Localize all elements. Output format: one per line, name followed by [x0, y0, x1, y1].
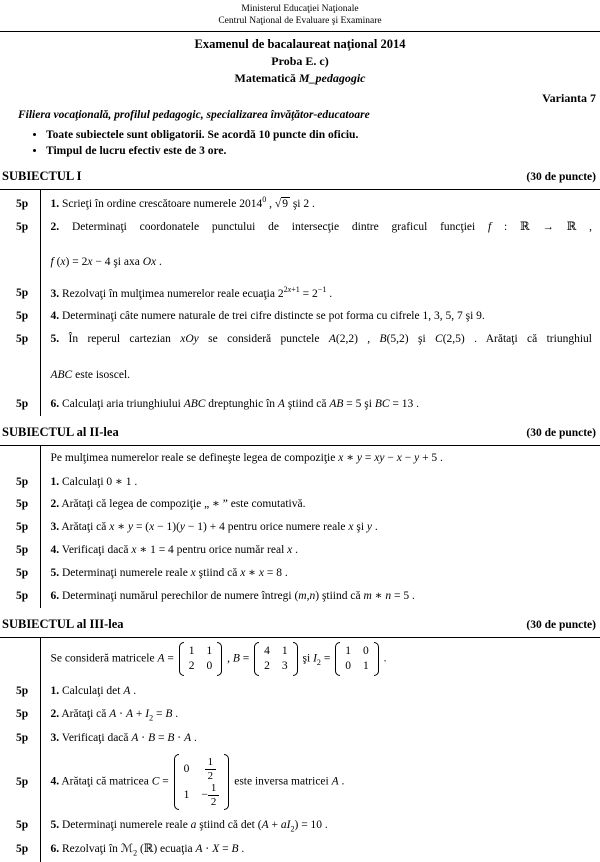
question-text: 6. Determinaţi numărul perechilor de numere întregi (m,n) ştiind că m ∗ n = 5 . — [50, 589, 415, 602]
question-text: 5. Determinaţi numerele reale x ştiind că x ∗ x = 8 . — [50, 566, 288, 579]
score-label: 5p — [0, 216, 40, 281]
score-label: 5p — [0, 494, 40, 517]
question-text: 6. Rezolvaţi în ℳ$_2$ (ℝ) ecuaţia A ⋅ X = B . — [50, 842, 245, 858]
question-row — [0, 838, 600, 862]
score-label: 5p — [0, 471, 40, 494]
score-label: 5p — [0, 306, 40, 329]
question-row — [0, 190, 600, 217]
section-points: (30 de puncte) — [526, 427, 596, 440]
score-label: 5p — [0, 814, 40, 838]
exam-proba: Proba E. c) — [271, 53, 329, 68]
question-text: 3. Rezolvaţi în mulţimea numerelor reale ecuaţia $2^{2x+1} = 2^{-1}$ . — [50, 284, 333, 300]
question-text: 3. Arătaţi că x ∗ y = (x − 1)(y − 1) + 4 pentru orice numere reale x şi y . — [50, 521, 378, 534]
exam-notes — [0, 127, 600, 160]
score-label: 5p — [0, 329, 40, 394]
question-text: 2. Arătaţi că legea de compoziţie „ ∗ ” este comutativă. — [50, 498, 306, 511]
section-heading-2 — [0, 425, 600, 440]
section-title: SUBIECTUL al III-lea — [2, 617, 124, 631]
question-text: 2. Arătaţi că $A \cdot A + I_2 = B$ . — [50, 708, 179, 723]
exam-title: Examenul de bacalaureat naţional 2014 — [194, 36, 406, 51]
score-label — [0, 638, 40, 681]
question-text: 3. Verificaţi dacă A ⋅ B = B ⋅ A . — [50, 731, 197, 744]
question-text: Se consideră matricele A = 1 1 2 0 , B = 4 1 2 3 şi $I_2$ = 1 0 0 1 . — [40, 638, 600, 681]
section-heading-3 — [0, 617, 600, 632]
question-row — [0, 562, 600, 585]
question-text: 1. Calculaţi 0 ∗ 1 . — [50, 475, 138, 488]
section-title: SUBIECTUL al II-lea — [2, 425, 119, 440]
question-row — [0, 681, 600, 704]
question-row — [0, 471, 600, 494]
question-row — [0, 704, 600, 728]
question-text: 5. Determinaţi numerele reale a ştiind că $\det (A + aI_2) = 10$ . — [50, 818, 328, 834]
question-table-1 — [0, 189, 600, 416]
question-text: 1. Calculaţi det A . — [50, 685, 137, 698]
title-block — [0, 37, 600, 86]
question-text: 4. Determinaţi câte numere naturale de trei cifre distincte se pot forma cu cifrele 1, 3, 5, 7 şi 9. — [50, 310, 485, 323]
question-row — [0, 494, 600, 517]
question-row — [0, 585, 600, 608]
section-title: SUBIECTUL I — [2, 169, 82, 184]
question-row — [0, 750, 600, 814]
question-row — [0, 216, 600, 281]
score-label — [0, 446, 40, 471]
question-row — [0, 517, 600, 540]
score-label: 5p — [0, 704, 40, 728]
score-label: 5p — [0, 585, 40, 608]
section-points: (30 de puncte) — [526, 171, 596, 184]
question-text: 1. Scrieţi în ordine crescătoare numerele 2014$^0$ , √9 şi 2 . — [50, 195, 315, 210]
score-label: 5p — [0, 190, 40, 217]
note-item: • Toate subiectele sunt obligatorii. Se acordă 10 puncte din oficiu. — [46, 127, 600, 144]
question-text: 6. Calculaţi aria triunghiului ABC dreptunghic în A ştiind că AB = 5 şi BC = 13 . — [50, 398, 420, 410]
question-row — [0, 446, 600, 471]
question-row — [0, 540, 600, 563]
question-row — [0, 306, 600, 329]
variant-label: Varianta 7 — [542, 90, 596, 105]
question-row — [0, 638, 600, 681]
score-label: 5p — [0, 394, 40, 417]
page-header — [0, 3, 600, 28]
note-item: • Timpul de lucru efectiv este de 3 ore. — [46, 143, 600, 160]
question-text: 4. Verificaţi dacă x ∗ 1 = 4 pentru orice număr real x . — [50, 544, 299, 557]
question-table-2 — [0, 445, 600, 608]
question-row — [0, 727, 600, 750]
filiera-line: Filiera vocaţională, profilul pedagogic, specializarea învăţător-educatoare — [18, 108, 370, 121]
exam-subject — [0, 71, 600, 86]
score-label: 5p — [0, 727, 40, 750]
question-text: Pe mulţimea numerelor reale se defineşte legea de compoziţie x ∗ y = xy − x − y + 5 . — [50, 452, 443, 465]
question-text: 5. În reperul cartezian xOy se consideră punctele A(2,2) , B(5,2) şi C(2,5) . Arătaţi că triunghiulABC este isoscel. — [50, 333, 592, 381]
score-label: 5p — [0, 540, 40, 563]
question-table-3 — [0, 637, 600, 862]
header-rule — [0, 31, 600, 32]
question-text: 4. Arătaţi că matricea C = 0 1 2 1 − 1 2 este inversa matricei A . — [40, 750, 600, 814]
section-points: (30 de puncte) — [526, 619, 596, 631]
question-row — [0, 814, 600, 838]
score-label: 5p — [0, 517, 40, 540]
score-label: 5p — [0, 750, 40, 814]
score-label: 5p — [0, 681, 40, 704]
question-text: 2. Determinaţi coordonatele punctului de intersecţie dintre graficul funcţiei f : ℝ → ℝ ,f (x) = 2x − 4 şi axa Ox . — [50, 220, 592, 269]
question-row — [0, 329, 600, 394]
score-label: 5p — [0, 562, 40, 585]
section-heading-1 — [0, 169, 600, 184]
question-row — [0, 281, 600, 306]
subject-name: Matematică — [234, 70, 299, 85]
ministry-line: Ministerul Educaţiei Naţionale — [241, 4, 359, 14]
score-label: 5p — [0, 281, 40, 306]
score-label: 5p — [0, 838, 40, 862]
evaluation-center-line: Centrul Naţional de Evaluare şi Examinare — [218, 16, 382, 27]
subject-profile: M_pedagogic — [298, 70, 366, 85]
question-row — [0, 394, 600, 417]
